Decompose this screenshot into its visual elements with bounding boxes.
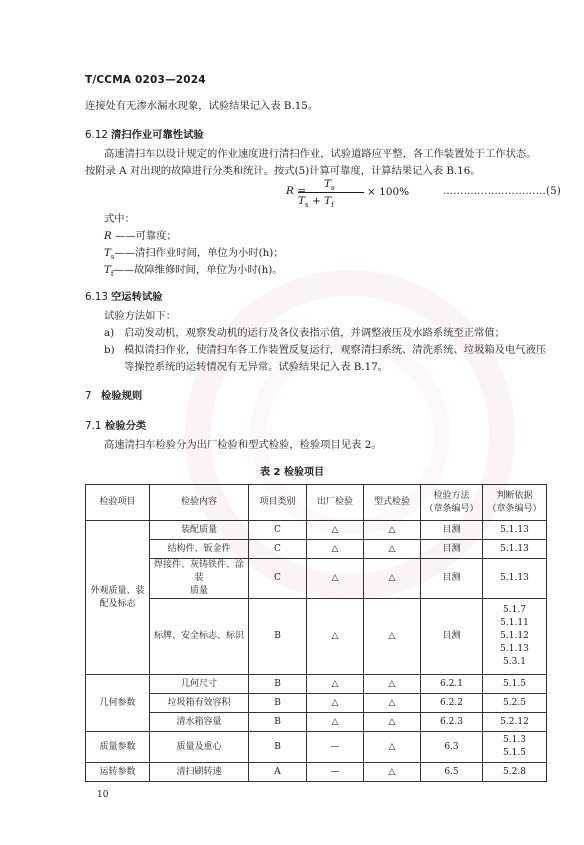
list-marker: b) — [104, 344, 115, 356]
factory-check-cell: △ — [307, 675, 364, 694]
numerator-symbol: T — [324, 178, 332, 190]
type-check-cell: △ — [364, 675, 421, 694]
table-header-row — [86, 485, 547, 521]
table-row — [86, 559, 547, 599]
paragraph-line: 按附录 A 对出现的故障进行分类和统计。按式(5)计算可靠度，计算结果记入表 B.16。 — [85, 165, 481, 177]
content-cell: 装配质量 — [150, 521, 249, 540]
group-cell: 几何参数 — [86, 675, 150, 732]
factory-check-cell: △ — [307, 694, 364, 713]
section-number: 7.1 — [85, 420, 102, 432]
category-cell: C — [249, 540, 307, 559]
header-cell: 型式检验 — [364, 485, 421, 521]
denominator-symbol: T — [324, 195, 332, 207]
table-title: 表 2 检验项目 — [260, 467, 324, 478]
factory-check-cell: △ — [307, 559, 364, 599]
basis-cell: 5.2.5 — [483, 694, 547, 713]
basis-cell: 5.1.13 — [483, 540, 547, 559]
header-cell: 检验内容 — [150, 485, 249, 521]
section-7-heading — [85, 387, 142, 402]
table-row — [86, 540, 547, 559]
basis-cell: 5.1.7 5.1.11 5.1.12 5.1.13 5.3.1 — [483, 599, 547, 675]
type-check-cell: △ — [364, 599, 421, 675]
category-cell: A — [249, 763, 307, 782]
factory-check-cell: — — [307, 732, 364, 763]
definition-symbol: T — [104, 264, 111, 276]
category-cell: B — [249, 599, 307, 675]
section-title: 清扫作业可靠性试验 — [111, 129, 204, 141]
method-cell: 6.3 — [421, 732, 483, 763]
category-cell: B — [249, 675, 307, 694]
denominator-symbol: T — [298, 195, 306, 207]
type-check-cell: △ — [364, 694, 421, 713]
table-row — [86, 521, 547, 540]
basis-cell: 5.1.5 — [483, 675, 547, 694]
factory-check-cell: △ — [307, 713, 364, 732]
method-cell: 6.2.1 — [421, 675, 483, 694]
type-check-cell: △ — [364, 763, 421, 782]
list-item-b — [104, 341, 546, 359]
fraction-bar — [298, 192, 364, 193]
type-check-cell: △ — [364, 521, 421, 540]
definition-line — [104, 261, 283, 283]
denominator-subscript: s — [305, 201, 309, 210]
factory-check-cell: △ — [307, 540, 364, 559]
method-cell: 目测 — [421, 540, 483, 559]
document-id: T/CCMA 0203—2024 — [85, 74, 206, 86]
where-label: 式中： — [104, 213, 135, 225]
basis-cell: 5.1.3 5.1.5 — [483, 732, 547, 763]
factory-check-cell: △ — [307, 521, 364, 540]
category-cell: B — [249, 694, 307, 713]
content-cell: 结构件、钣金件 — [150, 540, 249, 559]
definition-text: ——可靠度； — [111, 230, 177, 242]
numerator-subscript: s — [331, 184, 335, 193]
list-item-a — [104, 324, 505, 342]
category-cell: C — [249, 559, 307, 599]
basis-cell: 5.2.8 — [483, 763, 547, 782]
table-row — [86, 694, 547, 713]
definition-text: ——清扫作业时间，单位为小时(h)； — [114, 247, 284, 259]
basis-cell: 5.1.13 — [483, 559, 547, 599]
section-6-12-heading — [85, 126, 204, 141]
definition-symbol: R — [104, 230, 112, 242]
list-item-b-continuation: 等操控系统的运转情况有无异常。试验结果记入表 B.17。 — [124, 361, 389, 373]
factory-check-cell: — — [307, 763, 364, 782]
paragraph-line: 试验方法如下： — [104, 310, 177, 322]
table-row — [86, 599, 547, 675]
content-cell: 清水箱容量 — [150, 713, 249, 732]
header-cell: 项目类别 — [249, 485, 307, 521]
group-cell: 质量参数 — [86, 732, 150, 763]
paragraph-line: 高速清扫车以设计规定的作业速度进行清扫作业，试验道路应平整，各工作装置处于工作状态。 — [104, 148, 537, 160]
section-number: 6.13 — [85, 291, 108, 303]
section-7-1-heading — [85, 417, 146, 432]
section-title: 检验分类 — [105, 420, 147, 432]
basis-cell: 5.1.13 — [483, 521, 547, 540]
formula-lhs: R = — [286, 185, 307, 197]
definition-line — [104, 227, 177, 245]
page-number: 10 — [97, 790, 109, 800]
table-row — [86, 713, 547, 732]
type-check-cell: △ — [364, 732, 421, 763]
content-cell: 焊接件、灰铸铁件、涂装 质量 — [150, 559, 249, 599]
method-cell: 6.5 — [421, 763, 483, 782]
category-cell: B — [249, 732, 307, 763]
type-check-cell: △ — [364, 540, 421, 559]
method-cell: 6.2.3 — [421, 713, 483, 732]
intro-line: 连接处有无渗水漏水现象，试验结果记入表 B.15。 — [85, 100, 319, 112]
formula-numerator — [324, 178, 335, 192]
content-cell: 标牌、安全标志、标识 — [150, 599, 249, 675]
method-cell: 6.2.2 — [421, 694, 483, 713]
formula-denominator — [298, 195, 334, 209]
section-title: 检验规则 — [101, 390, 143, 402]
table-row — [86, 763, 547, 782]
header-cell: 判断依据 （章条编号） — [483, 485, 547, 521]
header-cell: 检验方法 （章条编号） — [421, 485, 483, 521]
header-cell: 检验项目 — [86, 485, 150, 521]
table-row — [86, 675, 547, 694]
factory-check-cell: △ — [307, 599, 364, 675]
table-row — [86, 732, 547, 763]
method-cell: 目测 — [421, 559, 483, 599]
section-6-13-heading — [85, 288, 162, 303]
paragraph-line: 高速清扫车检验分为出厂检验和型式检验，检验项目见表 2。 — [104, 439, 382, 451]
content-cell: 几何尺寸 — [150, 675, 249, 694]
list-marker: a) — [104, 327, 115, 339]
category-cell: B — [249, 713, 307, 732]
inspection-items-table — [85, 484, 547, 782]
section-title: 空运转试验 — [111, 291, 163, 303]
list-text: 启动发动机，观察发动机的运行及各仪表指示值，并调整液压及水路系统至正常值； — [124, 327, 505, 339]
content-cell: 清扫刷转速 — [150, 763, 249, 782]
header-cell: 出厂检验 — [307, 485, 364, 521]
definition-text: ——故障维修时间，单位为小时(h)。 — [113, 264, 283, 276]
method-cell: 目测 — [421, 599, 483, 675]
formula-multiplier: × 100% — [367, 186, 410, 198]
category-cell: C — [249, 521, 307, 540]
section-number: 7 — [85, 390, 92, 402]
method-cell: 目测 — [421, 521, 483, 540]
plus-sign: + — [308, 195, 325, 207]
section-number: 6.12 — [85, 129, 108, 141]
definition-symbol: T — [104, 247, 111, 259]
equation-number: …………………………(5) — [443, 186, 562, 197]
basis-cell: 5.2.12 — [483, 713, 547, 732]
type-check-cell: △ — [364, 559, 421, 599]
group-cell: 运转参数 — [86, 763, 150, 782]
definition-subscript: s — [110, 253, 115, 262]
definition-subscript: f — [110, 270, 114, 279]
list-text: 模拟清扫作业，使清扫车各工作装置反复运行，观察清扫系统、清洗系统、垃圾箱及电气液压 — [124, 344, 547, 356]
content-cell: 垃圾箱有效容积 — [150, 694, 249, 713]
group-cell: 外观质量、装 配及标志 — [86, 521, 150, 675]
type-check-cell: △ — [364, 713, 421, 732]
denominator-subscript: f — [331, 201, 334, 210]
content-cell: 质量及重心 — [150, 732, 249, 763]
